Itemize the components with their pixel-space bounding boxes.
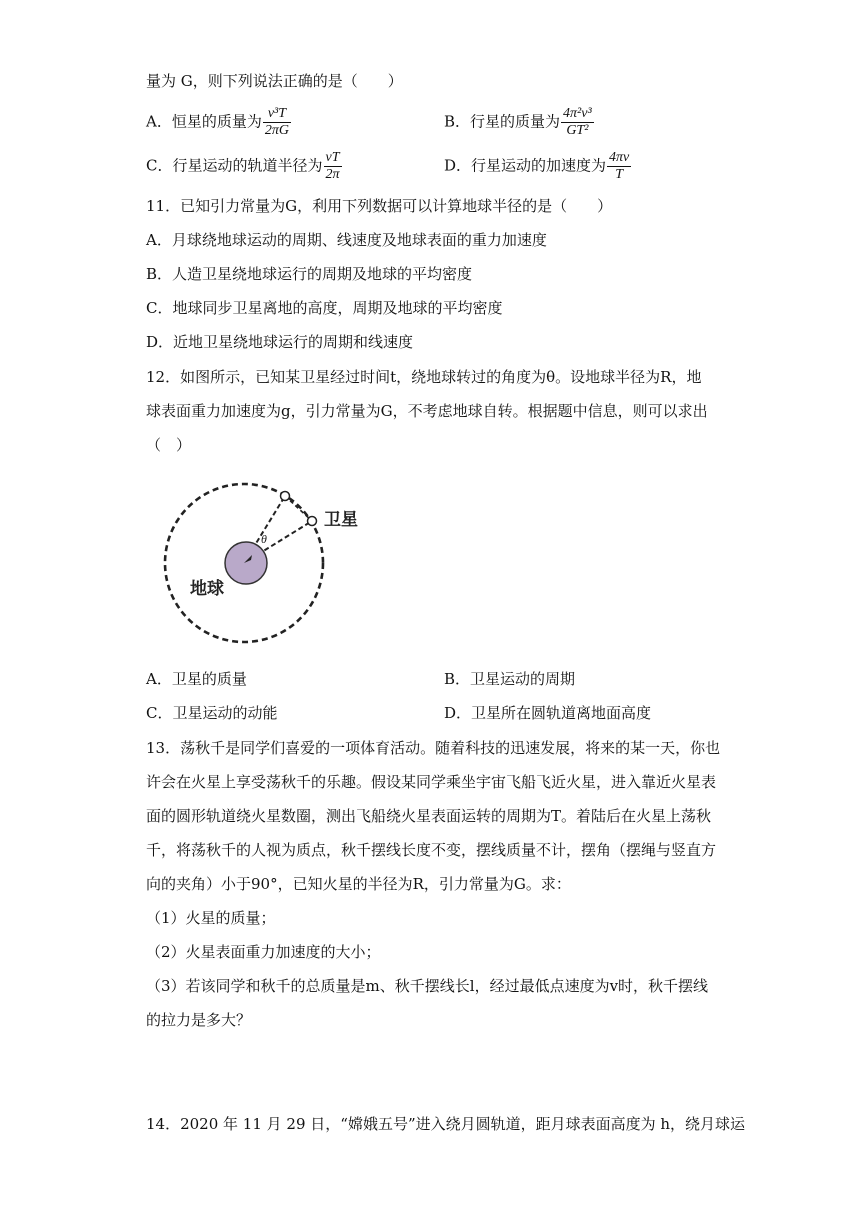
q12-stem-line-2: 球表面重力加速度为g，引力常量为G，不考虑地球自转。根据题中信息，则可以求出	[146, 402, 708, 420]
satellite-position-2	[308, 517, 317, 526]
q10-option-a: A．恒星的质量为 $\frac{\text{v³T}}{2\pi G}$	[146, 106, 289, 138]
q13-part-1: （1）火星的质量；	[146, 909, 276, 927]
satellite-position-1	[281, 492, 290, 501]
q11-option-a: A．月球绕地球运动的周期、线速度及地球表面的重力加速度	[146, 231, 547, 249]
orbit-figure	[160, 474, 370, 649]
q13-stem-line-3: 面的圆形轨道绕火星数圈，测出飞船绕火星表面运转的周期为T。着陆后在火星上荡秋	[146, 807, 712, 825]
fraction: $\frac{vT}{2\pi}$	[325, 150, 340, 182]
earth-circle	[225, 542, 267, 584]
fraction: $\frac{\text{v³T}}{2\pi G}$	[264, 106, 289, 138]
q13-stem-line-2: 许会在火星上享受荡秋千的乐趣。假设某同学乘坐宇宙飞船飞近火星，进入靠近火星表	[146, 773, 717, 791]
q10-option-b: B．行星的质量为 $\frac{\text{4π²v³}}{\text{GT²}}$	[444, 106, 592, 138]
q13-stem-line-4: 千，将荡秋千的人视为质点，秋千摆线长度不变，摆线质量不计，摆角（摆绳与竖直方	[146, 841, 717, 859]
q14-stem: 14．2020 年 11 月 29 日，“嫦娥五号”进入绕月圆轨道，距月球表面高度为 h，绕月球运	[146, 1115, 746, 1133]
orbit-diagram	[160, 474, 370, 649]
q12-option-a: A．卫星的质量	[146, 670, 247, 688]
angle-label: θ	[261, 532, 267, 546]
fraction: $\frac{4\pi v}{T}$	[609, 150, 630, 182]
q12-stem-line-3: （ ）	[146, 436, 192, 454]
q12-option-d: D．卫星所在圆轨道离地面高度	[444, 704, 652, 722]
fraction: $\frac{\text{4π²v³}}{\text{GT²}}$	[563, 106, 592, 138]
q11-stem: 11．已知引力常量为G，利用下列数据可以计算地球半径的是（ ）	[146, 197, 613, 215]
q13-stem-line-1: 13．荡秋千是同学们喜爱的一项体育活动。随着科技的迅速发展，将来的某一天，你也	[146, 739, 721, 757]
q12-option-c: C．卫星运动的动能	[146, 704, 278, 722]
chord-line	[285, 496, 312, 521]
q11-option-c: C．地球同步卫星离地的高度，周期及地球的平均密度	[146, 299, 503, 317]
q13-stem-line-5: 向的夹角）小于90°，已知火星的半径为R，引力常量为G。求：	[146, 875, 571, 893]
satellite-label: 卫星	[324, 510, 358, 530]
q10-option-d: D．行星运动的加速度为 $\frac{4\pi v}{T}$	[444, 150, 630, 182]
q11-option-b: B．人造卫星绕地球运行的周期及地球的平均密度	[146, 265, 473, 283]
earth-label: 地球	[190, 579, 224, 599]
q13-part-3-line-1: （3）若该同学和秋千的总质量是m、秋千摆线长l，经过最低点速度为v时，秋千摆线	[146, 977, 709, 995]
q12-stem-line-1: 12．如图所示，已知某卫星经过时间t，绕地球转过的角度为θ。设地球半径为R，地	[146, 368, 702, 386]
q10-stem-tail: 量为 G，则下列说法正确的是（ ）	[146, 72, 403, 90]
q12-option-b: B．卫星运动的周期	[444, 670, 576, 688]
q10-option-c: C．行星运动的轨道半径为 $\frac{vT}{2\pi}$	[146, 150, 340, 182]
q13-part-2: （2）火星表面重力加速度的大小；	[146, 943, 381, 961]
q13-part-3-line-2: 的拉力是多大？	[146, 1011, 252, 1029]
q11-option-d: D．近地卫星绕地球运行的周期和线速度	[146, 333, 414, 351]
